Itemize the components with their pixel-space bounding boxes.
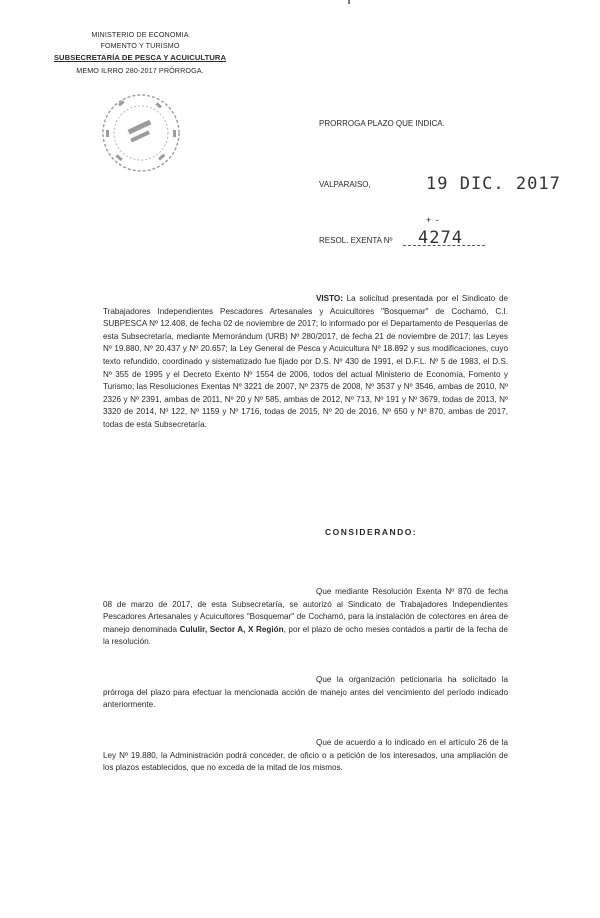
subject-line: PRORROGA PLAZO QUE INDICA. [319,119,445,128]
consid1-text-b: , por el plazo de ocho meses contados a partir de la fecha de la resolución. [103,624,508,647]
resolution-number: 4274 [418,228,463,248]
consid1-area-name: Cululir, Sector A, X Región [179,624,284,634]
visto-label: VISTO: [316,294,343,303]
considerando-paragraph-1 [103,586,508,649]
visto-paragraph [103,293,508,432]
header-ministry-sub: FOMENTO Y TURISMO [100,41,180,50]
resolution-label: RESOL. EXENTA Nº [319,236,393,245]
place-label: VALPARAISO, [319,180,371,189]
considerando-heading: CONSIDERANDO: [325,527,418,537]
handwritten-marks: + - [426,215,440,225]
header-ministry: MINISTERIO DE ECONOMIA [91,30,189,39]
considerando-paragraph-3 [103,737,508,775]
visto-text: La solicitud presentada por el Sindicato de Trabajadores Independientes Pescadores Artesanales y Acuicultores "Bosquemar" de Cochamó, C.I. SUBPESCA Nº 12.408, de fecha 02 de noviembre de 2017; lo informado por el Departamento de Pesquerías de esta Subsecretaría, mediante Memorándum (URB) Nº 280/2017, de fecha 21 de noviembre de 2017; las Leyes Nº 19.880, Nº 20.437 y Nº 20.657; la Ley General de Pesca y Acuicultura Nº 18.892 y sus modificaciones, cuyo texto refundido, coordinado y sistematizado fue fijado por D.S. Nº 430 de 1991, el D.F.L. Nº 5 de 1983, el D.S. Nº 355 de 1995 y el Decreto Exento Nº 1554 de 2006, todos del actual Ministerio de Economía, Fomento y Turismo; las Resoluciones Exentas Nº 3221 de 2007, Nº 2375 de 2008, Nº 3537 y Nº 3546, ambas de 2010, Nº 2326 y Nº 2391, ambas de 2011, Nº 20 y Nº 585, ambas de 2012, Nº 713, Nº 191 y Nº 3679, todas de 2013, Nº 3320 de 2014, Nº 122, Nº 1159 y Nº 1716, todas de 2015, Nº 20 de 2016, Nº 650 y Nº 870, ambas de 2017, todas de esta Subsecretaría. [103,294,508,429]
consid1-text-a: Que mediante Resolución Exenta Nº 870 de fecha 08 de marzo de 2017, de esta Subsecretaría, se autorizó al Sindicato de Trabajadores Independientes Pescadores Artesanales y Acuicultores "Bosquemar" de Cochamó, para la instalación de colectores en área de manejo denominada [103,587,508,634]
consid3-text: Que de acuerdo a lo indicado en el artículo 26 de la Ley Nº 19.880, la Administración podrá conceder, de oficio o a petición de los interesados, una ampliación de los plazos establecidos, que no exceda de la mitad de los mismos. [103,738,508,773]
resolution-date: 19 DIC. 2017 [426,174,561,194]
number-underline [403,245,485,246]
header-memo: MEMO ILRRO 280-2017 PRÓRROGA. [76,66,204,75]
scan-mark [348,0,350,4]
header-subsecretaria: SUBSECRETARÍA DE PESCA Y ACUICULTURA [53,53,227,62]
consid2-text: Que la organización peticionaria ha solicitado la prórroga del plazo para efectuar la mencionada acción de manejo antes del vencimiento del período indicado anteriormente. [103,675,508,710]
considerando-paragraph-2 [103,674,508,712]
official-stamp [98,90,184,176]
